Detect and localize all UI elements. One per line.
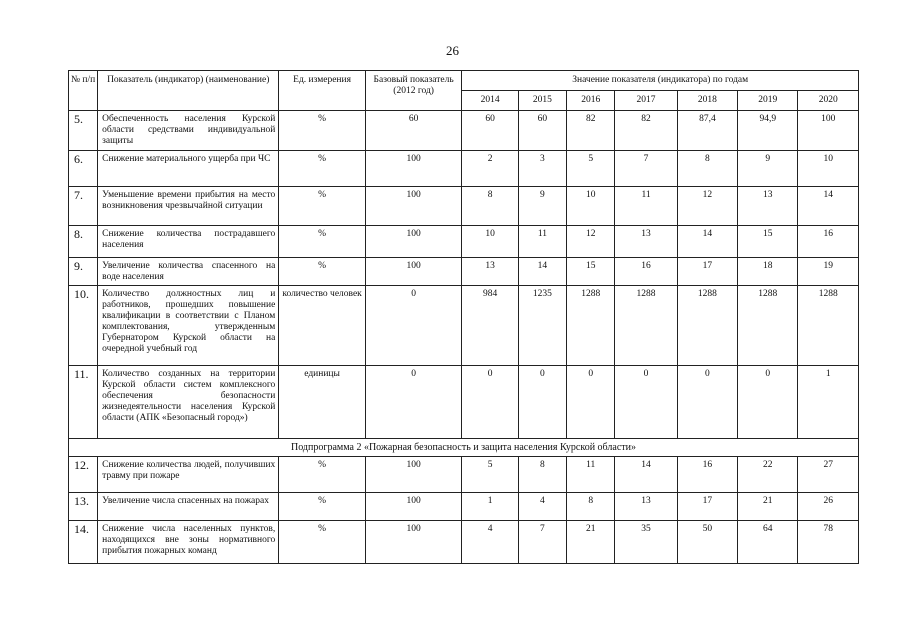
table-row xyxy=(69,521,859,564)
table-row xyxy=(69,226,859,258)
unit-cell: % xyxy=(279,111,366,151)
base-value: 60 xyxy=(365,111,462,151)
row-number: 9. xyxy=(69,258,98,286)
header-year: 2014 xyxy=(462,91,518,111)
base-value: 0 xyxy=(365,366,462,439)
unit-cell: % xyxy=(279,493,366,521)
year-value: 82 xyxy=(615,111,677,151)
header-base: Базовый показатель (2012 год) xyxy=(365,71,462,111)
subprogram-title: Подпрограмма 2 «Пожарная безопасность и защита населения Курской области» xyxy=(69,439,859,457)
year-value: 16 xyxy=(677,457,737,493)
year-value: 1 xyxy=(462,493,518,521)
table-row xyxy=(69,493,859,521)
year-value: 12 xyxy=(567,226,615,258)
header-year: 2019 xyxy=(738,91,798,111)
year-value: 8 xyxy=(567,493,615,521)
year-value: 82 xyxy=(567,111,615,151)
year-value: 1235 xyxy=(518,286,566,366)
base-value: 100 xyxy=(365,457,462,493)
year-value: 11 xyxy=(615,187,677,226)
header-num: № п/п xyxy=(69,71,98,111)
year-value: 16 xyxy=(615,258,677,286)
base-value: 0 xyxy=(365,286,462,366)
year-value: 14 xyxy=(518,258,566,286)
year-value: 18 xyxy=(738,258,798,286)
row-number: 10. xyxy=(69,286,98,366)
base-value: 100 xyxy=(365,521,462,564)
indicator-name: Увеличение числа спасенных на пожарах xyxy=(98,493,279,521)
year-value: 14 xyxy=(615,457,677,493)
year-value: 8 xyxy=(677,151,737,187)
indicator-name: Уменьшение времени прибытия на место возникновения чрезвычайной ситуации xyxy=(98,187,279,226)
header-year: 2016 xyxy=(567,91,615,111)
table-row xyxy=(69,111,859,151)
year-value: 11 xyxy=(567,457,615,493)
row-number: 11. xyxy=(69,366,98,439)
row-number: 6. xyxy=(69,151,98,187)
year-value: 1288 xyxy=(615,286,677,366)
table-row xyxy=(69,286,859,366)
indicator-name: Количество должностных лиц и работников, прошедших повышение квалификации в соответствии с Планом комплектования, утвержденным Губернатором Курской области на очередной учебный год xyxy=(98,286,279,366)
year-value: 8 xyxy=(462,187,518,226)
unit-cell: % xyxy=(279,258,366,286)
year-value: 7 xyxy=(615,151,677,187)
year-value: 9 xyxy=(518,187,566,226)
unit-cell: % xyxy=(279,521,366,564)
year-value: 1288 xyxy=(677,286,737,366)
unit-cell: % xyxy=(279,226,366,258)
year-value: 19 xyxy=(798,258,859,286)
year-value: 21 xyxy=(738,493,798,521)
year-value: 13 xyxy=(615,493,677,521)
header-year: 2018 xyxy=(677,91,737,111)
table-row xyxy=(69,151,859,187)
year-value: 1288 xyxy=(798,286,859,366)
year-value: 64 xyxy=(738,521,798,564)
year-value: 22 xyxy=(738,457,798,493)
year-value: 9 xyxy=(738,151,798,187)
year-value: 3 xyxy=(518,151,566,187)
header-indicator: Показатель (индикатор) (наименование) xyxy=(98,71,279,111)
year-value: 11 xyxy=(518,226,566,258)
row-number: 7. xyxy=(69,187,98,226)
year-value: 1288 xyxy=(567,286,615,366)
year-value: 0 xyxy=(677,366,737,439)
year-value: 984 xyxy=(462,286,518,366)
year-value: 17 xyxy=(677,258,737,286)
year-value: 60 xyxy=(462,111,518,151)
year-value: 35 xyxy=(615,521,677,564)
unit-cell: количество человек xyxy=(279,286,366,366)
header-year: 2017 xyxy=(615,91,677,111)
year-value: 0 xyxy=(738,366,798,439)
year-value: 10 xyxy=(462,226,518,258)
year-value: 13 xyxy=(738,187,798,226)
year-value: 0 xyxy=(615,366,677,439)
header-year: 2015 xyxy=(518,91,566,111)
year-value: 16 xyxy=(798,226,859,258)
indicators-table xyxy=(68,70,859,564)
year-value: 0 xyxy=(462,366,518,439)
base-value: 100 xyxy=(365,258,462,286)
year-value: 4 xyxy=(462,521,518,564)
year-value: 13 xyxy=(462,258,518,286)
row-number: 14. xyxy=(69,521,98,564)
page-number: 26 xyxy=(446,43,459,58)
year-value: 1288 xyxy=(738,286,798,366)
year-value: 21 xyxy=(567,521,615,564)
indicator-name: Снижение числа населенных пунктов, находящихся вне зоны нормативного прибытия пожарных команд xyxy=(98,521,279,564)
year-value: 8 xyxy=(518,457,566,493)
year-value: 87,4 xyxy=(677,111,737,151)
year-value: 7 xyxy=(518,521,566,564)
header-year: 2020 xyxy=(798,91,859,111)
year-value: 15 xyxy=(567,258,615,286)
year-value: 4 xyxy=(518,493,566,521)
year-value: 5 xyxy=(462,457,518,493)
unit-cell: единицы xyxy=(279,366,366,439)
row-number: 13. xyxy=(69,493,98,521)
header-values-group: Значение показателя (индикатора) по годам xyxy=(462,71,859,91)
year-value: 27 xyxy=(798,457,859,493)
base-value: 100 xyxy=(365,187,462,226)
year-value: 10 xyxy=(798,151,859,187)
table-row xyxy=(69,366,859,439)
subprogram-row xyxy=(69,439,859,457)
row-number: 5. xyxy=(69,111,98,151)
indicator-name: Количество созданных на территории Курской области систем комплексного обеспечения безопасности жизнедеятельности населения Курской области (АПК «Безопасный город») xyxy=(98,366,279,439)
year-value: 12 xyxy=(677,187,737,226)
year-value: 10 xyxy=(567,187,615,226)
year-value: 100 xyxy=(798,111,859,151)
year-value: 2 xyxy=(462,151,518,187)
year-value: 1 xyxy=(798,366,859,439)
table-row xyxy=(69,187,859,226)
row-number: 8. xyxy=(69,226,98,258)
row-number: 12. xyxy=(69,457,98,493)
table-row xyxy=(69,258,859,286)
year-value: 0 xyxy=(567,366,615,439)
indicator-name: Снижение количества людей, получивших травму при пожаре xyxy=(98,457,279,493)
year-value: 15 xyxy=(738,226,798,258)
year-value: 13 xyxy=(615,226,677,258)
year-value: 94,9 xyxy=(738,111,798,151)
unit-cell: % xyxy=(279,151,366,187)
header-unit: Ед. измерения xyxy=(279,71,366,111)
indicator-name: Обеспеченность населения Курской области средствами индивидуальной защиты xyxy=(98,111,279,151)
base-value: 100 xyxy=(365,493,462,521)
year-value: 50 xyxy=(677,521,737,564)
year-value: 78 xyxy=(798,521,859,564)
indicator-name: Увеличение количества спасенного на воде населения xyxy=(98,258,279,286)
year-value: 0 xyxy=(518,366,566,439)
unit-cell: % xyxy=(279,187,366,226)
table-row xyxy=(69,457,859,493)
base-value: 100 xyxy=(365,226,462,258)
year-value: 26 xyxy=(798,493,859,521)
year-value: 17 xyxy=(677,493,737,521)
indicator-name: Снижение количества пострадавшего населения xyxy=(98,226,279,258)
indicator-name: Снижение материального ущерба при ЧС xyxy=(98,151,279,187)
base-value: 100 xyxy=(365,151,462,187)
year-value: 14 xyxy=(677,226,737,258)
year-value: 14 xyxy=(798,187,859,226)
year-value: 60 xyxy=(518,111,566,151)
unit-cell: % xyxy=(279,457,366,493)
year-value: 5 xyxy=(567,151,615,187)
